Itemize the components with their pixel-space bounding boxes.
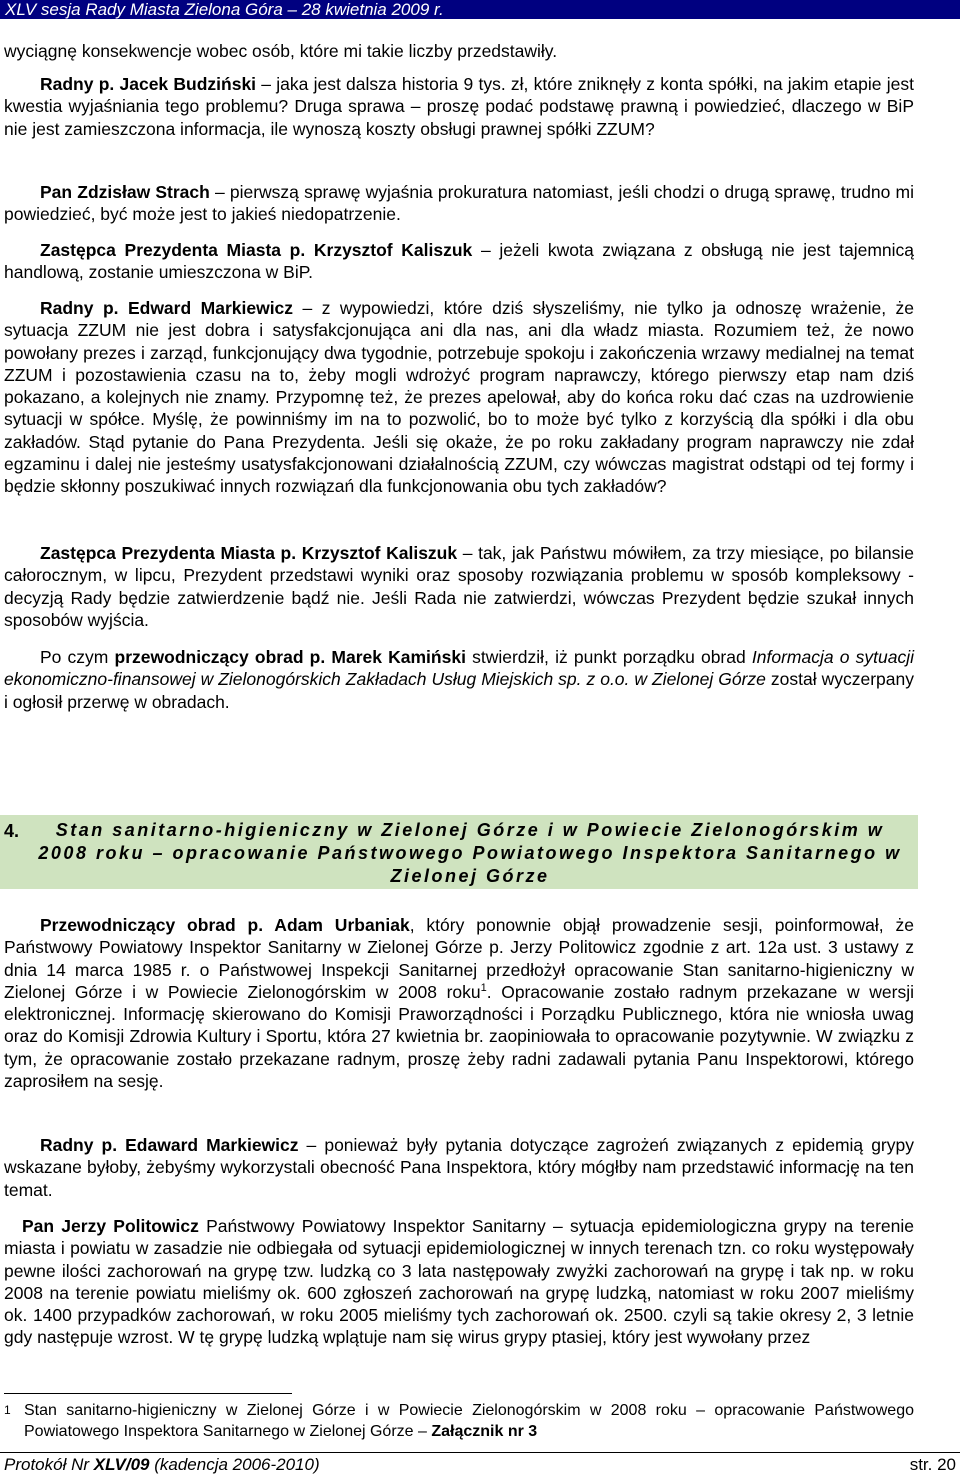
paragraph	[4, 542, 914, 631]
speaker-name: Pan Zdzisław Strach	[40, 182, 210, 202]
speaker-name: Zastępca Prezydenta Miasta p. Krzysztof Kaliszuk	[40, 240, 473, 260]
footer-text: (kadencja 2006-2010)	[149, 1455, 320, 1474]
agenda-item-title: Informacja o sytuacji ekonomiczno-finansowej w Zielonogórskich Zakładach Usług Miejskich sp. z o.o. w Zielonej Górze	[4, 647, 914, 690]
paragraph-text: – z wypowiedzi, które dziś słyszeliśmy, nie tylko ja odnoszę wrażenie, że sytuacja ZZUM nie jest dobra i satysfakcjonująca ani dla nas, ani dla władz miasta. Rozumiem też, że nowo powołany prezes i zarząd, funkcjonujący dwa tygodnie, potrzebuje spokoju i zakończenia wrzawy medialnej na temat ZZUM i pozostawienia czasu na to, żeby mogli wdrożyć program naprawczy, którego pierwszy etap nam dziś pokazano, a kolejnych nie znamy. Przypomnę też, że prezes apelował, aby do końca roku dać czas na uzdrowienie sytuacji w spółce. Myślę, że powinniśmy im na to pozwolić, bo to może być tylko z korzyścią dla spółki i dla obu zakładów. Stąd pytanie do Pana Prezydenta. Jeśli się okaże, że po roku zakładany program naprawczy nie zdał egzaminu i dalej nie jesteśmy usatysfakcjonowani działalnością ZZUM, czy wówczas magistrat odstąpi od tej formy i będzie skłonny poszukiwać innych rozwiązań dla funkcjonowania obu tych zakładów?	[4, 298, 915, 497]
paragraph	[4, 239, 914, 284]
protocol-number: XLV/09	[93, 1455, 150, 1474]
paragraph	[4, 1215, 914, 1349]
section-heading-box	[0, 815, 918, 889]
footnote-reference: 1	[480, 982, 487, 995]
footer-text: Protokół Nr	[4, 1455, 94, 1474]
paragraph-text: – jaka jest dalsza historia 9 tys. zł, które zniknęły z konta spółki, na jakim etapie jest kwestia wyjaśniania tego problemu? Druga sprawa – proszę podać podstawę prawną i powiedzieć, dlaczego w BiP nie jest zamieszczona informacja, ile wynoszą koszty obsługi prawnej spółki ZZUM?	[4, 74, 915, 139]
speaker-name: przewodniczący obrad p. Marek Kamiński	[114, 647, 466, 667]
paragraph-text: , który ponownie objął prowadzenie sesji, poinformował, że Państwowy Powiatowy Inspektor Sanitarny w Zielonej Górze p. Jerzy Politowicz zgodnie z art. 12a ust. 3 ustawy z dnia 14 marca 1985 r. o Państwowej Inspekcji Sanitarnej przedłożył opracowanie Stan sanitarno-higieniczny w Zielonej Górze i w Powiecie Zielonogórskim w 2008 roku	[4, 915, 914, 1002]
speaker-name: Zastępca Prezydenta Miasta p. Krzysztof Kaliszuk	[40, 543, 458, 563]
page-number: str. 20	[909, 1455, 956, 1474]
footnote-text	[4, 1400, 914, 1442]
footnote	[4, 1400, 914, 1442]
paragraph	[4, 73, 914, 140]
paragraph	[4, 914, 914, 1092]
speaker-name: Radny p. Edaward Markiewicz	[40, 1135, 299, 1155]
paragraph-text: wyciągnę konsekwencje wobec osób, które mi takie liczby przedstawiły.	[4, 41, 558, 61]
speaker-name: Przewodniczący obrad p. Adam Urbaniak	[40, 915, 410, 935]
paragraph-text: . Opracowanie zostało radnym przekazane w wersji elektronicznej. Informację skierowano do Komisji Praworządności i Porządku Publicznego, która nie wniosła uwag oraz do Komisji Zdrowia Kultury i Sportu, która 27 kwietnia br. zaopiniowała to opracowanie pozytywnie. W związku z tym, że opracowanie zostało przekazane radnym, proszę żeby radni zadawali pytania Panu Inspektorowi, którego zaprosiłem na sesję.	[4, 981, 914, 1092]
section-title: Stan sanitarno-higieniczny w Zielonej Górze i w Powiecie Zielonogórskim w 2008 roku – opracowanie Państwowego Powiatowego Inspektora Sanitarnego w Zielonej Górze	[38, 820, 902, 886]
paragraph-text: – ponieważ były pytania dotyczące zagrożeń związanych z epidemią grypy wskazane byłoby, żebyśmy wykorzystali obecność Pana Inspektora, który mógłby nam przedstawić informację na ten temat.	[4, 1135, 914, 1200]
speaker-name: Radny p. Jacek Budziński	[40, 74, 257, 94]
paragraph	[4, 181, 914, 226]
attachment-reference: Załącznik nr 3	[431, 1423, 538, 1440]
speaker-name: Radny p. Edward Markiewicz	[40, 298, 294, 318]
running-header: XLV sesja Rady Miasta Zielona Góra – 28 kwietnia 2009 r.	[0, 0, 960, 19]
paragraph	[4, 1134, 914, 1201]
paragraph-text: Państwowy Powiatowy Inspektor Sanitarny – sytuacja epidemiologiczna grypy na terenie miasta i powiatu w zasadzie nie odbiegała od sytuacji epidemiologicznej w innych terenach tzn. co roku występowały pewne ilości zachorowań na grypę tzw. ludzką co 3 lata następowały zwyżki zachorowań na grypę i tak np. w roku 2008 na terenie powiatu mieliśmy ok. 600 zgłoszeń zachorowań na grypę ludzką, natomiast w roku 2007 mieliśmy ok. 1400 przypadków zachorowań, w roku 2005 mieliśmy tych zachorowań ok. 2500. czyli są takie okresy 2, 3 letnie gdy następuje wzrost. W tę grypę ludzką wplątuje nam się wirus grypy ptasiej, który jest wywołany przez	[4, 1216, 915, 1348]
footnote-separator	[4, 1393, 292, 1394]
section-number: 4.	[4, 821, 20, 841]
protocol-label	[4, 1454, 320, 1476]
speaker-name: Pan Jerzy Politowicz	[22, 1216, 199, 1236]
paragraph	[4, 40, 914, 62]
paragraph	[4, 297, 914, 498]
footnote-number: 1	[4, 1403, 11, 1417]
page-footer	[0, 1452, 960, 1477]
paragraph-text: Po czym	[40, 647, 115, 667]
paragraph-text: – jeżeli kwota związana z obsługą nie jest tajemnicą handlową, zostanie umieszczona w BiP.	[4, 240, 915, 283]
paragraph-text: został wyczerpany i ogłosił przerwę w obradach.	[4, 669, 914, 712]
paragraph	[4, 646, 914, 713]
paragraph-text: – tak, jak Państwu mówiłem, za trzy miesiące, po bilansie całorocznym, w lipcu, Prezydent przedstawi wyniki oraz sposoby rozwiązania problemu w sposób kompleksowy - decyzją Rady będzie zatwierdzenie bądź nie. Jeśli Rada nie zatwierdzi, wówczas Prezydent będzie szukał innych sposobów wyjścia.	[4, 543, 915, 630]
paragraph-text: stwierdził, iż punkt porządku obrad	[465, 647, 752, 667]
paragraph-text: – pierwszą sprawę wyjaśnia prokuratura natomiast, jeśli chodzi o drugą sprawę, trudno mi powiedzieć, być może jest to jakieś niedopatrzenie.	[4, 182, 914, 225]
footnote-body: Stan sanitarno-higieniczny w Zielonej Górze i w Powiecie Zielonogórskim w 2008 roku – opracowanie Państwowego Powiatowego Inspektora Sanitarnego w Zielonej Górze –	[24, 1402, 914, 1440]
